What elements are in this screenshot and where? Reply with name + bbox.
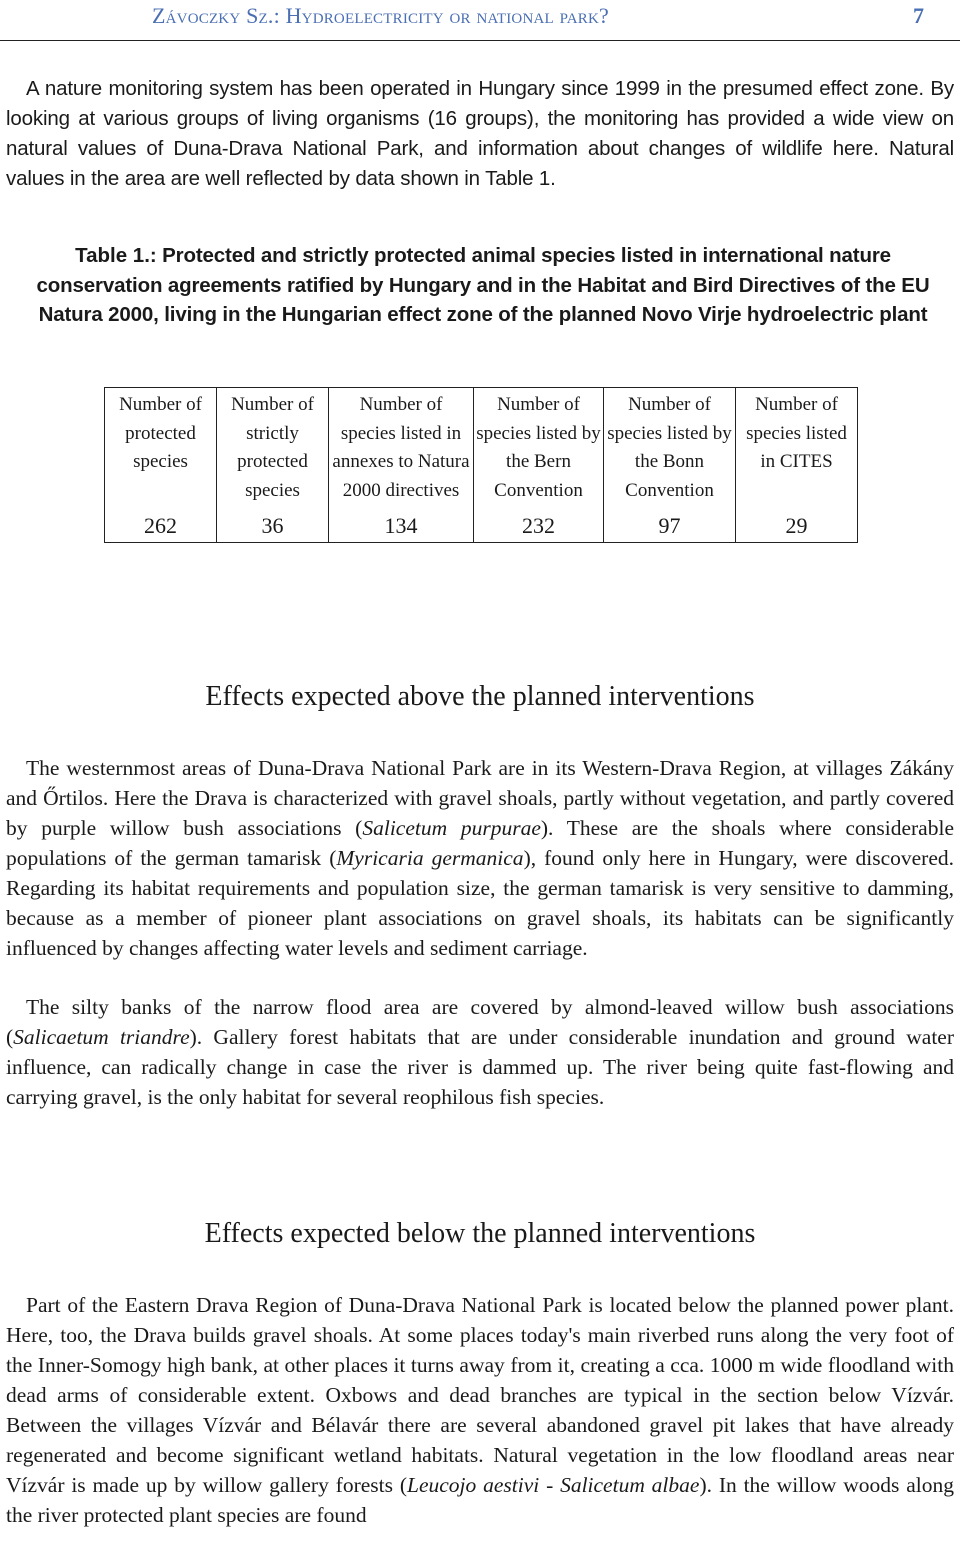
text-run: The silty banks of the narrow flood area are covered by almond-leaved willow bush associations ( xyxy=(6,995,954,1049)
italic-term: Myricaria germanica xyxy=(336,846,524,870)
page-header xyxy=(0,0,960,41)
table-caption-text: : Protected and strictly protected animal species listed in international nature conservation agreements ratified by Hungary and in the Habitat and Bird Directives of the EU Natura 2000, living in the Hungarian effect zone of the planned Novo Virje hydroelectric plant xyxy=(36,244,930,326)
col-cites: Number of species listed in CITES xyxy=(736,388,858,512)
cell-strictly-protected-species: 36 xyxy=(217,511,329,543)
table-label: Table 1. xyxy=(75,244,150,267)
cell-natura-2000: 134 xyxy=(329,511,474,543)
text-run: Part of the Eastern Drava Region of Duna-Drava National Park is located below the planned power plant. Here, too, the Drava builds gravel shoals. At some places today's main riverbed runs along the very foot of the Inner-Somogy high bank, at other places it turns away from it, creating a cca. 1000 m wide floodland with dead arms of considerable extent. Oxbows and dead branches are typical in the section below Vízvár. Between the villages Vízvár and Bélavár there are several abandoned gravel pit lakes that have already regenerated and become significant wetland habitats. Natural vegetation in the low floodland areas near Vízvár is made up by willow gallery forests ( xyxy=(6,1293,954,1497)
table-row xyxy=(105,511,858,543)
page-number: 7 xyxy=(913,3,924,28)
text-run: ). In the willow woods along the river protected plant species are found xyxy=(6,1473,954,1527)
running-head: Závoczky Sz.: Hydroelectricity or national park? xyxy=(152,3,609,28)
italic-term: Leucojo aestivi - Salicetum albae xyxy=(407,1473,700,1497)
col-bonn-convention: Number of species listed by the Bonn Convention xyxy=(604,388,736,512)
text-run: The westernmost areas of Duna-Drava National Park are in its Western-Drava Region, at villages Zákány and Őrtilos. Here the Drava is characterized with gravel shoals, partly without vegetation, and partly covered by purple willow bush associations ( xyxy=(6,756,954,840)
cell-bonn-convention: 97 xyxy=(604,511,736,543)
intro-paragraph xyxy=(6,74,954,194)
intro-sentence-1: A nature monitoring system has been operated in Hungary since 1999 in the presumed effect zone. By looking at various groups of living organisms (16 groups), the monitoring has provided a wide view on natural values of Duna-Drava National Park, and information about changes of wildlife here. xyxy=(6,77,954,160)
table-caption xyxy=(24,241,942,330)
section1-p2-text xyxy=(6,995,954,1109)
col-bern-convention: Number of species listed by the Bern Convention xyxy=(474,388,604,512)
species-table xyxy=(104,387,858,543)
section1-paragraph-1 xyxy=(6,753,954,963)
cell-protected-species: 262 xyxy=(105,511,217,543)
col-strictly-protected-species: Number of strictly protected species xyxy=(217,388,329,512)
section-heading-below: Effects expected below the planned interventions xyxy=(204,1218,756,1249)
section1-paragraph-2 xyxy=(6,992,954,1112)
text-run: ). These are the shoals where considerable populations of the german tamarisk ( xyxy=(6,816,954,870)
italic-term: Salicetum purpurae xyxy=(362,816,541,840)
cell-bern-convention: 232 xyxy=(474,511,604,543)
col-protected-species: Number of protected species xyxy=(105,388,217,512)
cell-cites: 29 xyxy=(736,511,858,543)
text-run: ). Gallery forest habitats that are under considerable inundation and ground water influence, can radically change in case the river is dammed up. The river being quite fast-flowing and carrying gravel, is the only habitat for several reophilous fish species. xyxy=(6,1025,954,1109)
section1-p1-text xyxy=(6,756,954,960)
section2-paragraph-1 xyxy=(6,1290,954,1530)
table-header-row xyxy=(105,388,858,512)
section2-p1-text xyxy=(6,1293,954,1527)
section-heading-above: Effects expected above the planned interventions xyxy=(205,681,755,712)
italic-term: Salicaetum triandre xyxy=(13,1025,190,1049)
text-run: ), found only here in Hungary, were discovered. Regarding its habitat requirements and population size, the german tamarisk is very sensitive to damming, because as a member of pioneer plant associations on gravel shoals, its habitats can be significantly influenced by changes affecting water levels and sediment carriage. xyxy=(6,846,954,960)
col-natura-2000: Number of species listed in annexes to Natura 2000 directives xyxy=(329,388,474,512)
intro-sentence-2: Natural values in the area are well reflected by data shown in Table 1. xyxy=(6,137,954,190)
